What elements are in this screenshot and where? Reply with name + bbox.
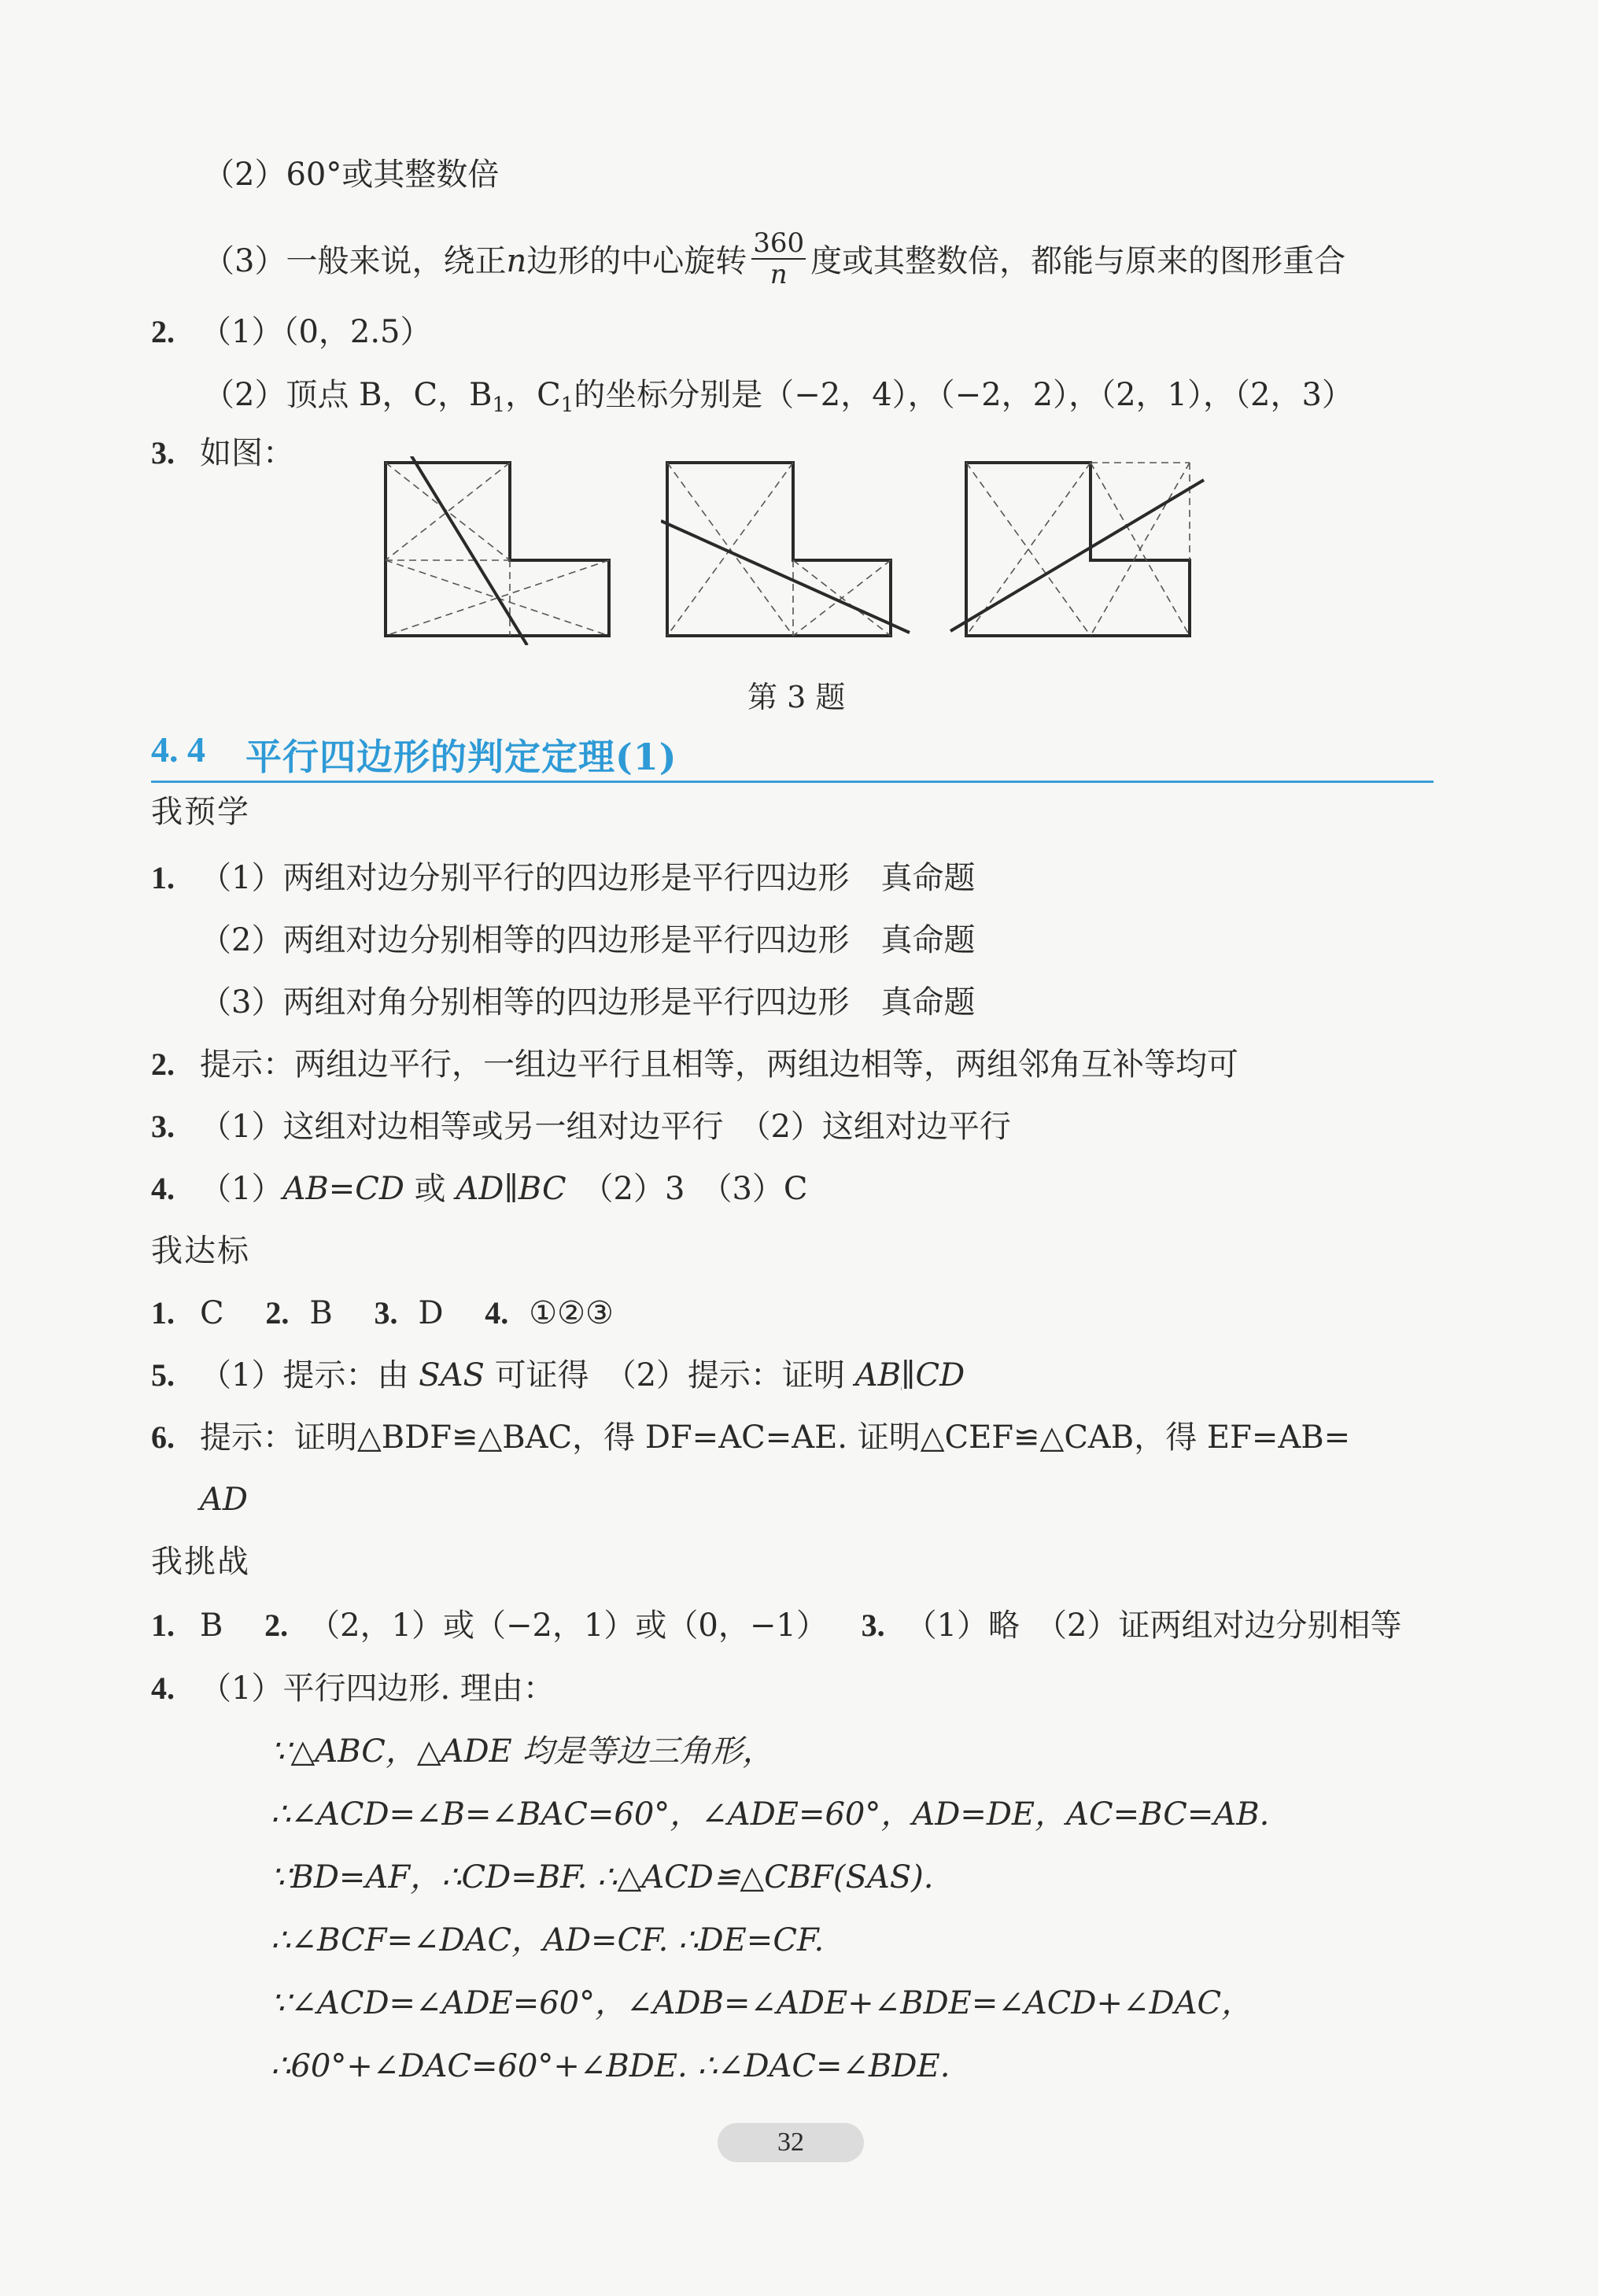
heading-yuxue: 我预学	[151, 794, 250, 830]
fraction-denominator: n	[769, 259, 788, 290]
figure-caption: 第 3 题	[747, 680, 846, 714]
question-2-part-2	[203, 375, 1353, 426]
line-text: （1）两组对边分别平行的四边形是平行四边形 真命题	[200, 860, 976, 896]
line-text: （3）一般来说，绕正	[203, 243, 507, 279]
question-number: 2.	[151, 314, 175, 349]
line-text: （2）3 （3）C	[566, 1171, 808, 1207]
question-number: 2.	[265, 1295, 290, 1331]
question-number: 4.	[151, 1171, 175, 1206]
section-title: 平行四边形的判定定理(1)	[245, 736, 677, 778]
heading-tiaozhan: 我挑战	[151, 1544, 250, 1580]
answer: C	[200, 1295, 224, 1331]
dabiao-row-1	[151, 1293, 614, 1334]
l-shape-figure-1	[382, 456, 618, 645]
line-text: 提示：两组边平行，一组边平行且相等，两组边相等，两组邻角互补等均可	[200, 1046, 1238, 1083]
line-text: 边形的中心旋转	[526, 243, 747, 279]
tiaozhan-row-1	[151, 1605, 1401, 1646]
line-text: （1）平行四边形. 理由：	[200, 1670, 555, 1707]
proof-line-1: ∵△ABC，△ADE 均是等边三角形，	[271, 1733, 774, 1770]
math-expression: AB=CD	[282, 1171, 404, 1207]
variable-n: n	[506, 243, 527, 279]
answer: B	[309, 1295, 333, 1331]
heading-dabiao: 我达标	[151, 1233, 250, 1269]
line-text: 的坐标分别是（−2，4），（−2，2），（2，1），（2，3）	[574, 377, 1353, 413]
subscript: 1	[560, 393, 574, 417]
answer-line-2-3	[203, 227, 1346, 294]
answer: B	[200, 1608, 223, 1644]
proof-line-6: ∴60°+∠DAC=60°+∠BDE. ∴∠DAC=∠BDE.	[271, 2048, 950, 2084]
answer: （1）略 （2）证两组对边分别相等	[905, 1608, 1402, 1644]
question-number: 3.	[861, 1608, 885, 1643]
dabiao-q6	[151, 1417, 1350, 1458]
question-number: 4.	[151, 1670, 175, 1706]
line-text: （1）（0，2.5）	[200, 314, 432, 350]
proof-line-5: ∵∠ACD=∠ADE=60°，∠ADB=∠ADE+∠BDE=∠ACD+∠DAC，	[271, 1985, 1253, 2021]
dabiao-q5	[151, 1355, 965, 1396]
parallel-equal-symbol: ∥	[901, 1357, 916, 1393]
answer: ①②③	[529, 1295, 614, 1331]
line-text: （1）	[200, 1171, 283, 1207]
question-2-part-1	[151, 312, 432, 353]
line-text: （2）顶点 B，C，B	[203, 377, 493, 413]
question-number: 5.	[151, 1357, 175, 1393]
fraction-360-over-n	[751, 228, 806, 290]
page-number: 32	[718, 2123, 864, 2162]
math-expression: AD∥BC	[456, 1171, 566, 1207]
yuxue-q1-a	[151, 858, 975, 899]
math-expression: CD	[915, 1357, 965, 1393]
line-text: （1）提示：由	[200, 1357, 419, 1393]
bisecting-line	[661, 521, 910, 633]
bisecting-line	[950, 480, 1204, 631]
question-number: 1.	[151, 1295, 175, 1331]
line-text: ，C	[505, 377, 561, 413]
tiaozhan-q4	[151, 1668, 555, 1709]
line-text: 可证得 （2）提示：证明	[484, 1357, 855, 1393]
question-number: 3.	[374, 1295, 398, 1331]
question-number: 1.	[151, 1608, 175, 1643]
answer-line-2-2: （2）60°或其整数倍	[203, 157, 500, 193]
section-number: 4. 4	[151, 729, 205, 770]
proof-line-2: ∴∠ACD=∠B=∠BAC=60°，∠ADE=60°，AD=DE，AC=BC=AB.	[271, 1796, 1270, 1833]
math-expression: AB	[854, 1357, 902, 1393]
dabiao-q6-continued: AD	[200, 1482, 248, 1518]
proof-line-3: ∵BD=AF，∴CD=BF. ∴△ACD≌△CBF(SAS).	[271, 1859, 934, 1895]
math-expression: SAS	[419, 1357, 485, 1393]
answer: D	[418, 1295, 444, 1331]
line-text: 或	[404, 1171, 456, 1207]
l-shape-outline	[966, 463, 1190, 636]
fraction-numerator: 360	[753, 227, 805, 259]
section-header	[151, 725, 1434, 783]
answer: （2，1）或（−2，1）或（0，−1）	[308, 1608, 828, 1644]
line-text: 如图：	[200, 435, 294, 471]
question-number: 1.	[151, 860, 175, 895]
yuxue-q2	[151, 1044, 1238, 1085]
l-shape-figure-3	[944, 456, 1220, 645]
question-number: 3.	[151, 1109, 175, 1144]
yuxue-q1-b: （2）两组对边分别相等的四边形是平行四边形 真命题	[200, 922, 976, 958]
question-number: 2.	[151, 1046, 175, 1082]
question-3	[151, 433, 294, 474]
yuxue-q4	[151, 1168, 808, 1209]
line-text: （1）这组对边相等或另一组对边平行 （2）这组对边平行	[200, 1109, 1011, 1145]
dashed-diagonals	[966, 463, 1190, 636]
proof-line-4: ∴∠BCF=∠DAC，AD=CF. ∴DE=CF.	[271, 1922, 825, 1958]
l-shape-figure-2	[661, 456, 913, 645]
question-number: 4.	[485, 1295, 509, 1331]
question-number: 3.	[151, 435, 175, 471]
dashed-diagonals	[386, 463, 609, 636]
yuxue-q3	[151, 1106, 1011, 1147]
line-text: 度或其整数倍，都能与原来的图形重合	[810, 243, 1346, 279]
line-text: 提示：证明△BDF≌△BAC，得 DF=AC=AE. 证明△CEF≌△CAB，得 EF=AB=	[200, 1419, 1351, 1456]
subscript: 1	[492, 393, 506, 417]
question-number: 6.	[151, 1419, 175, 1455]
yuxue-q1-c: （3）两组对角分别相等的四边形是平行四边形 真命题	[200, 984, 976, 1021]
question-number: 2.	[264, 1608, 289, 1643]
